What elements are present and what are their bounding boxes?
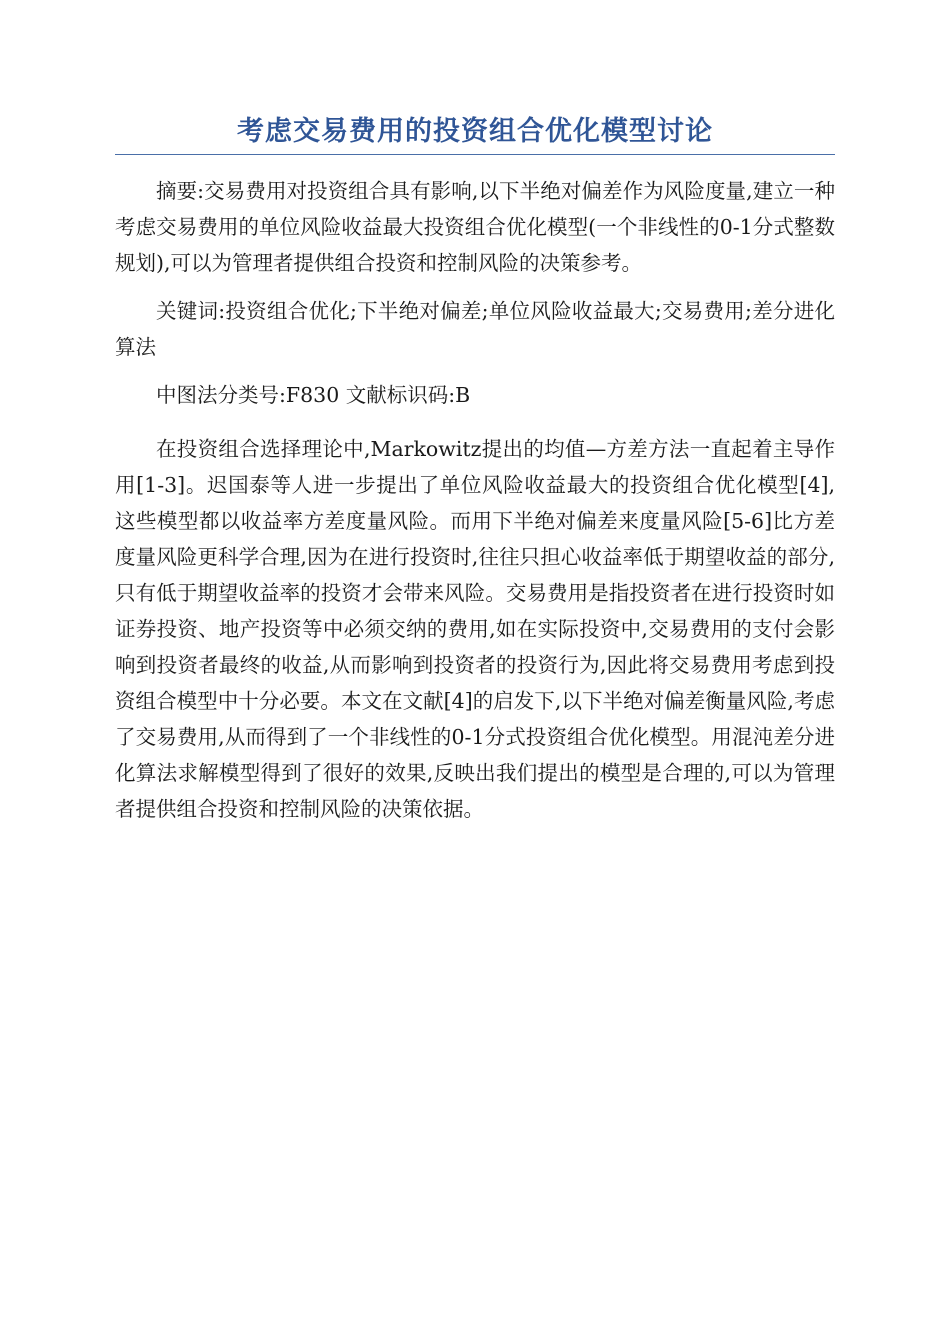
keywords-paragraph: 关键词:投资组合优化;下半绝对偏差;单位风险收益最大;交易费用;差分进化算法 (115, 299, 835, 359)
body-paragraph: 在投资组合选择理论中,Markowitz提出的均值—方差方法一直起着主导作用[1-3]。迟国泰等人进一步提出了单位风险收益最大的投资组合优化模型[4],这些模型都以收益率方差度量风险。而用下半绝对偏差来度量风险[5-6]比方差度量风险更科学合理,因为在进行投资时,往往只担心收益率低于期望收益的部分,只有低于期望收益率的投资才会带来风险。交易费用是指投资者在进行投资时如证券投资、地产投资等中必须交纳的费用,如在实际投资中,交易费用的支付会影响到投资者最终的收益,从而影响到投资者的投资行为,因此将交易费用考虑到投资组合模型中十分必要。本文在文献[4]的启发下,以下半绝对偏差衡量风险,考虑了交易费用,从而得到了一个非线性的0-1分式投资组合优化模型。用混沌差分进化算法求解模型得到了很好的效果,反映出我们提出的模型是合理的,可以为管理者提供组合投资和控制风险的决策依据。 (115, 437, 835, 821)
document-title: 考虑交易费用的投资组合优化模型讨论 (237, 116, 713, 147)
title-underline (115, 154, 835, 155)
classification-paragraph: 中图法分类号:F830 文献标识码:B (156, 383, 471, 407)
document-page (115, 110, 835, 839)
abstract-paragraph: 摘要:交易费用对投资组合具有影响,以下半绝对偏差作为风险度量,建立一种考虑交易费用的单位风险收益最大投资组合优化模型(一个非线性的0-1分式整数规划),可以为管理者提供组合投资和控制风险的决策参考。 (115, 179, 835, 275)
